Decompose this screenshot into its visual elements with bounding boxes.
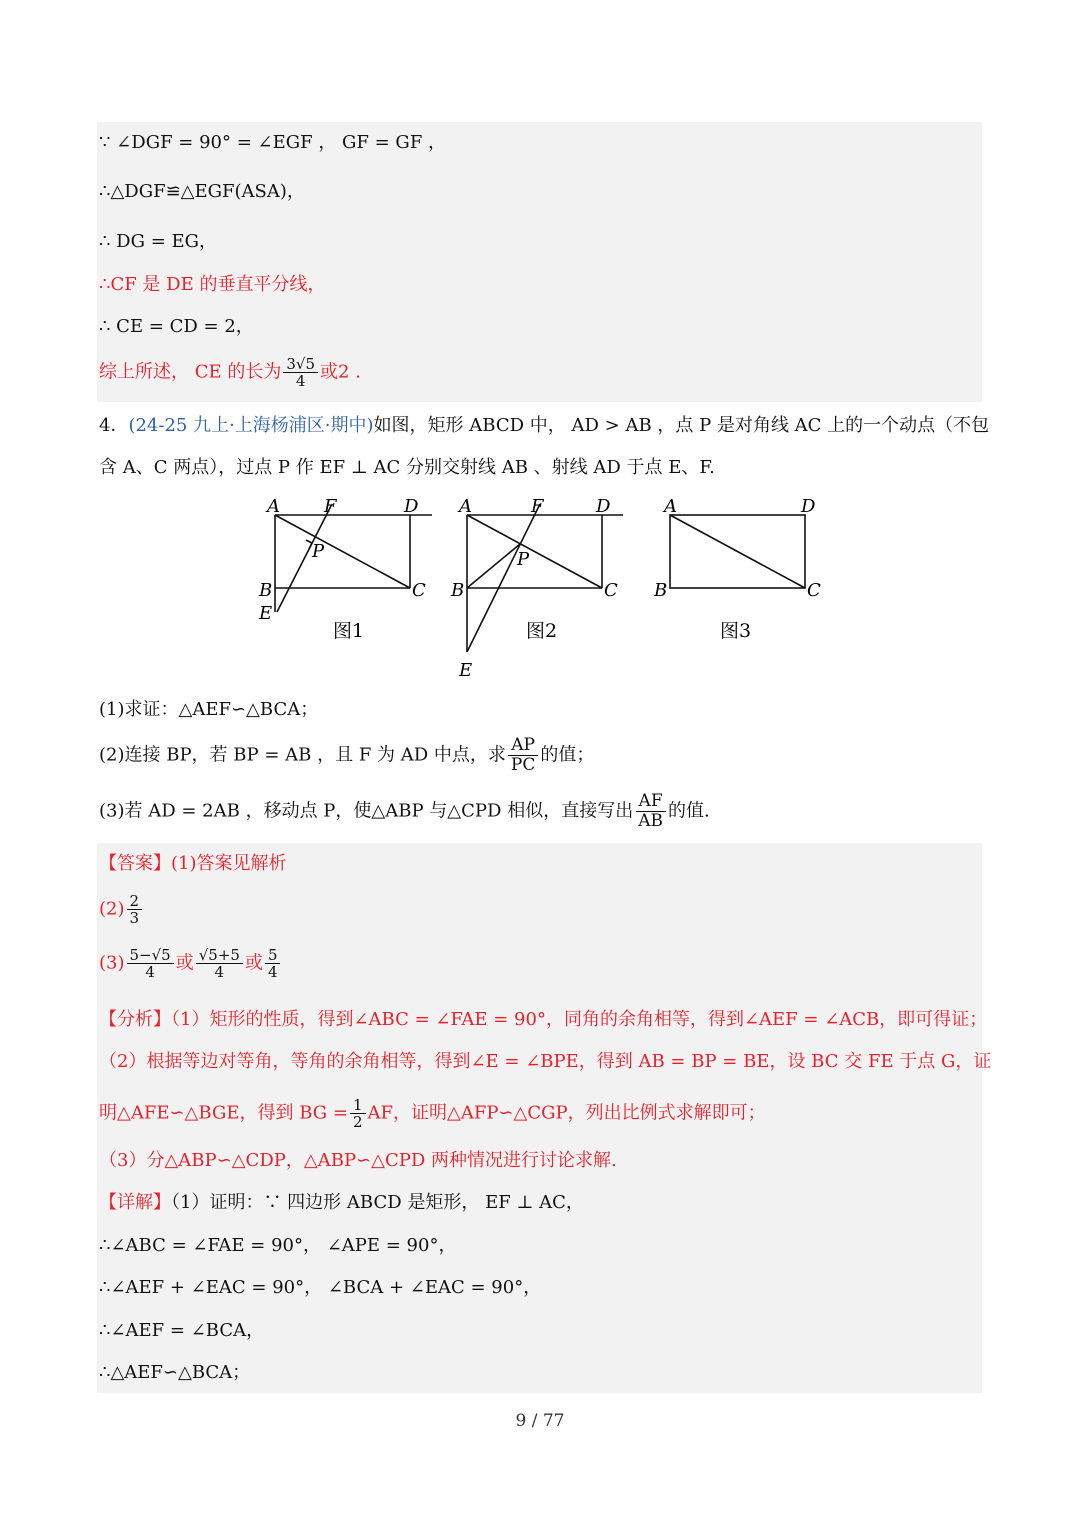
- fig1-label-B: B: [259, 580, 273, 601]
- detail-line-4: ∴∠AEF = ∠BCA，: [99, 1320, 265, 1341]
- answer-line-1: 【答案】(1)答案见解析: [99, 853, 287, 874]
- proof-line-4: ∴CF 是 DE 的垂直平分线，: [99, 274, 326, 295]
- detail-line-2: ∴∠ABC = ∠FAE = 90°， ∠APE = 90°，: [99, 1235, 457, 1256]
- fig2-caption: 图2: [526, 620, 558, 642]
- geometry-figures: [0, 490, 1080, 680]
- ce-fraction: $\frac{3√5}{4}$: [283, 356, 318, 389]
- proof-line-3: ∴ DG = EG，: [99, 231, 218, 252]
- fig2-line-BP: [467, 544, 520, 588]
- figure-3-lines: [670, 515, 805, 588]
- answer-label: 【答案】: [99, 853, 171, 874]
- answer-3-fraction-2: $\frac{√5+5}{4}$: [196, 947, 243, 980]
- detail-line-3: ∴∠AEF + ∠EAC = 90°， ∠BCA + ∠EAC = 90°，: [99, 1277, 542, 1298]
- analysis-line-2: （2）根据等边对等角，等角的余角相等，得到∠E = ∠BPE，得到 AB = BP = BE，设 BC 交 FE 于点 G，证: [99, 1051, 992, 1072]
- question-source: (24-25 九上·上海杨浦区·期中): [128, 415, 374, 436]
- proof-line-1: ∵ ∠DGF = 90° = ∠EGF ， GF = GF ，: [99, 132, 447, 153]
- proof-line-5: ∴ CE = CD = 2，: [99, 316, 254, 337]
- conclusion-line: 综上所述， CE 的长为 $\frac{3√5}{4}$ 或2 .: [99, 355, 361, 390]
- fig3-label-D: D: [801, 496, 816, 517]
- fig1-label-P: P: [312, 541, 325, 562]
- answer-2-fraction: $\frac{2}{3}$: [127, 893, 143, 926]
- detail-label: 【详解】: [99, 1192, 171, 1213]
- answer-3-fraction-1: $\frac{5-√5}{4}$: [127, 947, 174, 980]
- fig1-label-D: D: [404, 496, 419, 517]
- answer-line-3: (3) $\frac{5-√5}{4}$ 或 $\frac{√5+5}{4}$ 或 $\frac{5}{4}$: [99, 947, 282, 980]
- detail-line-5: ∴△AEF∽△BCA；: [99, 1362, 251, 1383]
- fig2-label-A: A: [459, 496, 472, 517]
- fig1-label-C: C: [412, 580, 426, 601]
- fig2-line-AC: [467, 515, 602, 588]
- proof-line-2: ∴△DGF≌△EGF(ASA)，: [99, 181, 305, 202]
- fig3-label-B: B: [654, 580, 668, 601]
- ap-pc-fraction: $\frac{AP}{PC}$: [508, 736, 538, 775]
- answer-line-2: (2) $\frac{2}{3}$: [99, 893, 144, 926]
- af-ab-fraction: $\frac{AF}{AB}$: [635, 792, 666, 831]
- part-3: (3)若 AD = 2AB ，移动点 P，使△ABP 与△CPD 相似，直接写出 $\frac{AF}{AB}$ 的值.: [99, 791, 710, 831]
- fig1-caption: 图1: [333, 620, 365, 642]
- fig2-label-F: F: [531, 496, 544, 517]
- analysis-line-4: （3）分△ABP∽△CDP，△ABP∽△CPD 两种情况进行讨论求解.: [99, 1150, 617, 1171]
- part-1: (1)求证：△AEF∽△BCA；: [99, 699, 319, 720]
- fig2-label-E: E: [459, 660, 473, 680]
- question-line-1: 4．(24-25 九上·上海杨浦区·期中)如图，矩形 ABCD 中， AD > AB ，点 P 是对角线 AC 上的一个动点（不包: [99, 415, 990, 436]
- fig1-label-E: E: [259, 603, 273, 624]
- fig2-label-C: C: [604, 580, 618, 601]
- fig3-caption: 图3: [720, 620, 752, 642]
- fig1-label-A: A: [267, 496, 280, 517]
- part-2: (2)连接 BP，若 BP = AB ，且 F 为 AD 中点，求 $\frac{AP}{PC}$ 的值；: [99, 735, 595, 775]
- page-number: 9 / 77: [515, 1411, 565, 1431]
- analysis-label: 【分析】: [99, 1009, 171, 1030]
- fig2-label-D: D: [596, 496, 611, 517]
- analysis-line-3: 明△AFE∽△BGE，得到 BG = $\frac{1}{2}$ AF，证明△AFP∽△CGP，列出比例式求解即可；: [99, 1096, 766, 1131]
- question-line-2: 含 A、C 两点），过点 P 作 EF ⊥ AC 分别交射线 AB 、射线 AD 于点 E、F.: [99, 457, 715, 478]
- half-fraction: $\frac{1}{2}$: [350, 1097, 366, 1130]
- fig3-label-C: C: [807, 580, 821, 601]
- fig2-label-B: B: [451, 580, 465, 601]
- fig3-line-AC: [670, 515, 805, 588]
- fig1-label-F: F: [324, 496, 337, 517]
- answer-3-fraction-3: $\frac{5}{4}$: [265, 947, 281, 980]
- analysis-line-1: 【分析】（1）矩形的性质，得到∠ABC = ∠FAE = 90°，同角的余角相等，得到∠AEF = ∠ACB，即可得证；: [99, 1009, 988, 1030]
- fig2-label-P: P: [517, 549, 530, 570]
- detail-line-1: 【详解】（1）证明：∵ 四边形 ABCD 是矩形， EF ⊥ AC，: [99, 1192, 584, 1213]
- figure-1-lines: [275, 504, 432, 612]
- fig3-label-A: A: [664, 496, 677, 517]
